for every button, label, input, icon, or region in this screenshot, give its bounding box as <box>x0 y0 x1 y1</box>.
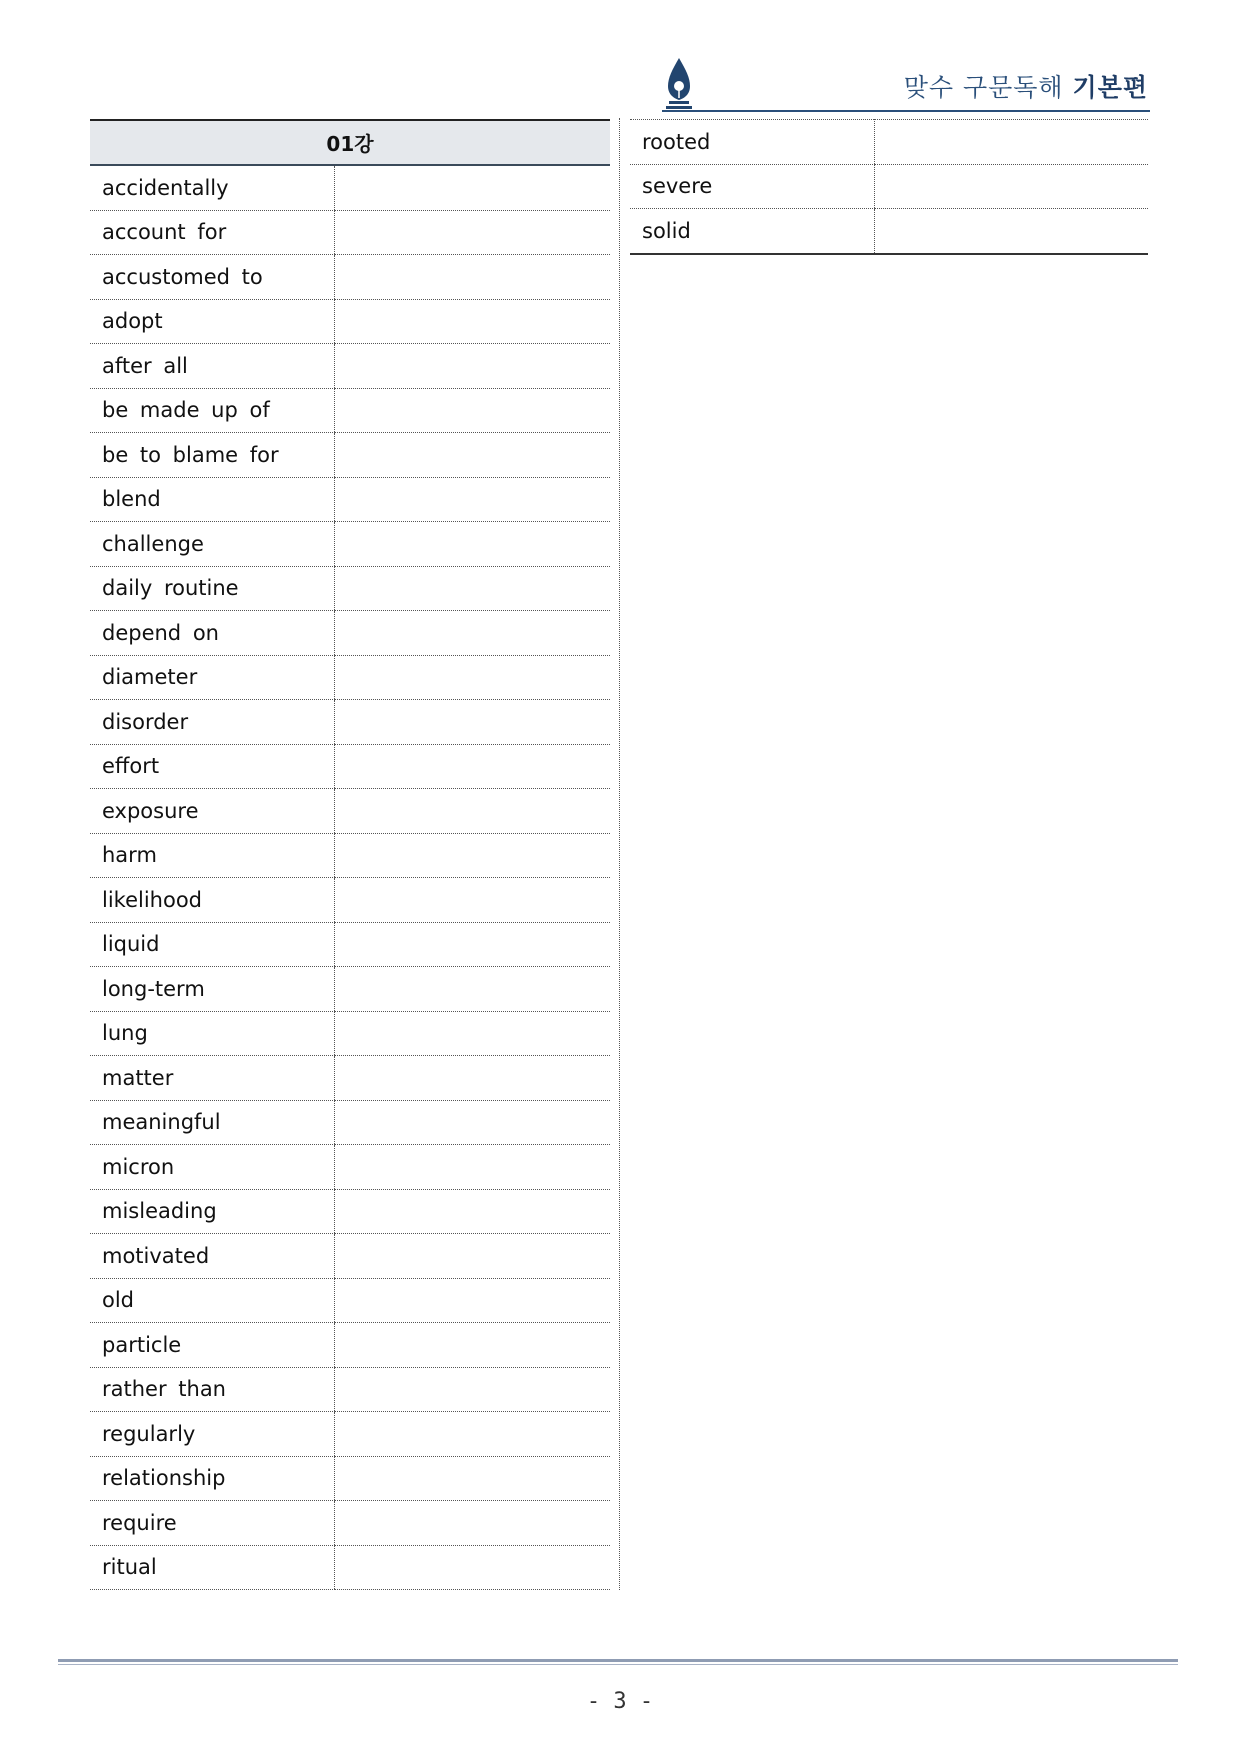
table-row <box>90 1412 610 1457</box>
table-row <box>90 1456 610 1501</box>
book-title-bold: 기본편 <box>1072 73 1148 102</box>
footer-rule <box>58 1659 1178 1662</box>
meaning-cell[interactable] <box>334 1189 610 1234</box>
meaning-cell[interactable] <box>334 1145 610 1190</box>
table-row <box>90 1056 610 1101</box>
table-row <box>90 1367 610 1412</box>
word-cell: accustomed to <box>90 255 334 300</box>
table-row <box>90 655 610 700</box>
word-cell: ritual <box>90 1545 334 1590</box>
table-row <box>90 433 610 478</box>
table-row <box>90 1501 610 1546</box>
meaning-cell[interactable] <box>334 299 610 344</box>
book-title <box>904 68 1148 104</box>
column-divider <box>619 118 620 1590</box>
meaning-cell[interactable] <box>334 1501 610 1546</box>
meaning-cell[interactable] <box>334 1234 610 1279</box>
table-row <box>90 1100 610 1145</box>
table-row <box>90 789 610 834</box>
page-header <box>630 54 1150 112</box>
table-row <box>90 833 610 878</box>
table-row <box>90 922 610 967</box>
table-row <box>90 878 610 923</box>
meaning-cell[interactable] <box>334 655 610 700</box>
word-cell: severe <box>630 164 874 209</box>
meaning-cell[interactable] <box>334 789 610 834</box>
word-cell: daily routine <box>90 566 334 611</box>
table-row <box>630 120 1148 165</box>
word-cell: diameter <box>90 655 334 700</box>
word-cell: challenge <box>90 522 334 567</box>
word-cell: matter <box>90 1056 334 1101</box>
table-row <box>90 611 610 656</box>
meaning-cell[interactable] <box>334 210 610 255</box>
meaning-cell[interactable] <box>334 878 610 923</box>
meaning-cell[interactable] <box>334 833 610 878</box>
table-row <box>90 1011 610 1056</box>
word-cell: account for <box>90 210 334 255</box>
meaning-cell[interactable] <box>334 700 610 745</box>
word-cell: relationship <box>90 1456 334 1501</box>
meaning-cell[interactable] <box>334 477 610 522</box>
meaning-cell[interactable] <box>334 1545 610 1590</box>
table-row <box>90 744 610 789</box>
meaning-cell[interactable] <box>334 1278 610 1323</box>
word-cell: meaningful <box>90 1100 334 1145</box>
table-row <box>630 209 1148 254</box>
meaning-cell[interactable] <box>334 1412 610 1457</box>
table-row <box>90 255 610 300</box>
table-row <box>90 1278 610 1323</box>
word-cell: particle <box>90 1323 334 1368</box>
table-row <box>90 1234 610 1279</box>
footer-rule-thin <box>58 1664 1178 1665</box>
table-header-row <box>90 120 610 165</box>
book-title-regular: 맞수 구문독해 <box>903 73 1064 102</box>
word-cell: solid <box>630 209 874 254</box>
word-cell: micron <box>90 1145 334 1190</box>
word-cell: effort <box>90 744 334 789</box>
word-cell: after all <box>90 344 334 389</box>
meaning-cell[interactable] <box>874 209 1148 254</box>
word-cell: rooted <box>630 120 874 165</box>
word-cell: liquid <box>90 922 334 967</box>
word-cell: be to blame for <box>90 433 334 478</box>
word-cell: likelihood <box>90 878 334 923</box>
table-row <box>90 210 610 255</box>
meaning-cell[interactable] <box>334 922 610 967</box>
word-cell: adopt <box>90 299 334 344</box>
meaning-cell[interactable] <box>334 611 610 656</box>
word-cell: long-term <box>90 967 334 1012</box>
table-row <box>90 700 610 745</box>
word-cell: old <box>90 1278 334 1323</box>
table-row <box>90 344 610 389</box>
word-cell: harm <box>90 833 334 878</box>
table-row <box>90 566 610 611</box>
header-rule <box>662 110 1150 112</box>
table-row <box>90 299 610 344</box>
word-cell: blend <box>90 477 334 522</box>
meaning-cell[interactable] <box>334 433 610 478</box>
meaning-cell[interactable] <box>334 344 610 389</box>
word-cell: misleading <box>90 1189 334 1234</box>
word-cell: rather than <box>90 1367 334 1412</box>
table-row <box>90 522 610 567</box>
word-cell: accidentally <box>90 165 334 210</box>
meaning-cell[interactable] <box>334 165 610 210</box>
table-row <box>90 388 610 433</box>
table-row <box>90 1189 610 1234</box>
meaning-cell[interactable] <box>874 164 1148 209</box>
word-cell: motivated <box>90 1234 334 1279</box>
word-cell: depend on <box>90 611 334 656</box>
table-row <box>90 165 610 210</box>
table-row <box>90 1145 610 1190</box>
table-row <box>90 477 610 522</box>
meaning-cell[interactable] <box>334 388 610 433</box>
meaning-cell[interactable] <box>334 744 610 789</box>
table-row <box>630 164 1148 209</box>
word-cell: be made up of <box>90 388 334 433</box>
meaning-cell[interactable] <box>334 1367 610 1412</box>
meaning-cell[interactable] <box>334 1011 610 1056</box>
meaning-cell[interactable] <box>334 522 610 567</box>
meaning-cell[interactable] <box>334 566 610 611</box>
vocab-table-left <box>90 119 610 1590</box>
meaning-cell[interactable] <box>334 1323 610 1368</box>
word-cell: regularly <box>90 1412 334 1457</box>
word-cell: exposure <box>90 789 334 834</box>
meaning-cell[interactable] <box>334 1056 610 1101</box>
word-cell: disorder <box>90 700 334 745</box>
lesson-heading: 01강 <box>90 120 610 165</box>
vocab-table-right <box>630 119 1148 255</box>
meaning-cell[interactable] <box>334 255 610 300</box>
page-number: - 3 - <box>586 1689 654 1714</box>
word-cell: lung <box>90 1011 334 1056</box>
table-row <box>90 1323 610 1368</box>
meaning-cell[interactable] <box>334 967 610 1012</box>
meaning-cell[interactable] <box>334 1100 610 1145</box>
table-row <box>90 967 610 1012</box>
fountain-pen-nib-icon <box>662 56 696 110</box>
table-row <box>90 1545 610 1590</box>
meaning-cell[interactable] <box>334 1456 610 1501</box>
word-cell: require <box>90 1501 334 1546</box>
meaning-cell[interactable] <box>874 120 1148 165</box>
